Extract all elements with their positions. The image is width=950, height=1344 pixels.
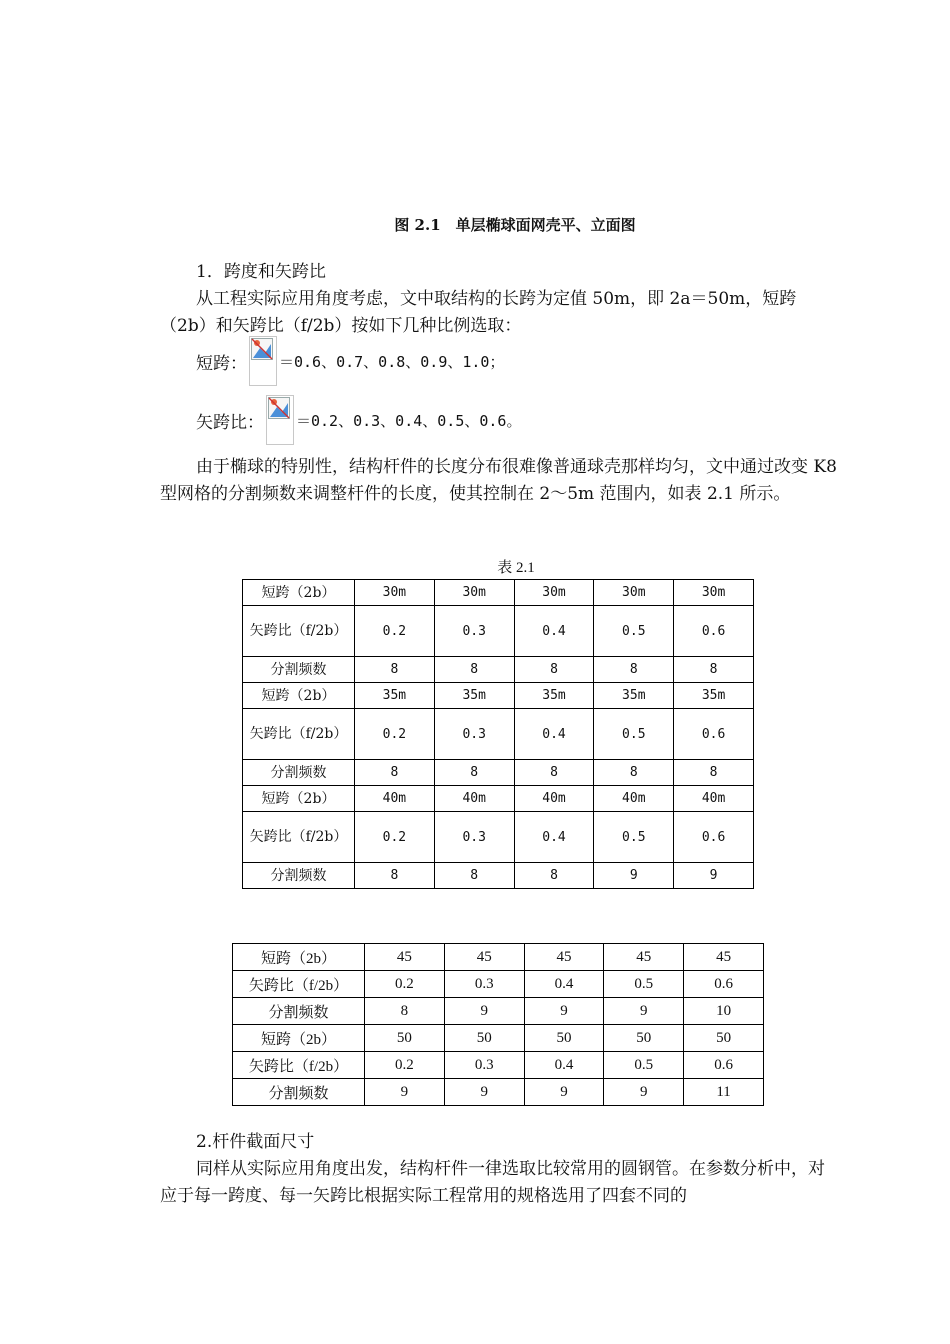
table-cell: 0.3 xyxy=(444,1052,524,1079)
table-row xyxy=(243,812,754,863)
table-cell: 45 xyxy=(684,944,764,971)
table-cell: 45 xyxy=(365,944,445,971)
row-label-cell: 短跨（2b） xyxy=(243,786,355,812)
table-cell: 40m xyxy=(594,786,674,812)
table1 xyxy=(242,579,754,889)
table-cell: 8 xyxy=(355,657,435,683)
table-cell: 0.4 xyxy=(514,812,594,863)
table2 xyxy=(232,943,764,1106)
table-row xyxy=(243,580,754,606)
table-cell: 30m xyxy=(594,580,674,606)
table-row xyxy=(233,944,764,971)
table-cell: 40m xyxy=(434,786,514,812)
table-cell: 10 xyxy=(684,998,764,1025)
table-cell: 8 xyxy=(355,863,435,889)
table-cell: 0.5 xyxy=(604,1052,684,1079)
table-cell: 50 xyxy=(365,1025,445,1052)
table-cell: 8 xyxy=(355,760,435,786)
rise-span-label: 矢跨比： xyxy=(196,412,264,433)
table-cell: 30m xyxy=(355,580,435,606)
table-row xyxy=(243,657,754,683)
section2-heading: 2.杆件截面尺寸 xyxy=(196,1132,315,1152)
table-cell: 8 xyxy=(594,760,674,786)
table-cell: 40m xyxy=(355,786,435,812)
table-cell: 9 xyxy=(604,998,684,1025)
table-cell: 0.2 xyxy=(355,709,435,760)
table-cell: 8 xyxy=(674,760,754,786)
table-cell: 8 xyxy=(514,657,594,683)
table-cell: 30m xyxy=(514,580,594,606)
row-label-cell: 短跨（2b） xyxy=(233,944,365,971)
table-row xyxy=(243,709,754,760)
table-cell: 0.5 xyxy=(604,971,684,998)
row-label-cell: 分割频数 xyxy=(243,863,355,889)
section1-paragraph: 从工程实际应用角度考虑，文中取结构的长跨为定值 50m，即 2a＝50m，短跨（2b）和矢跨比（f/2b）按如下几种比例选取： xyxy=(160,289,797,336)
table-cell: 8 xyxy=(674,657,754,683)
broken-image-icon xyxy=(249,336,277,386)
broken-image-icon xyxy=(266,395,294,445)
section1-heading: 1．跨度和矢跨比 xyxy=(196,262,326,282)
table-row xyxy=(233,1079,764,1106)
short-span-formula xyxy=(196,336,504,386)
table-cell: 35m xyxy=(594,683,674,709)
table-row xyxy=(243,786,754,812)
row-label-cell: 矢跨比（f/2b） xyxy=(233,971,365,998)
table-row xyxy=(233,971,764,998)
table-cell: 0.6 xyxy=(684,1052,764,1079)
table-cell: 0.3 xyxy=(434,812,514,863)
row-label-cell: 矢跨比（f/2b） xyxy=(233,1052,365,1079)
row-label-cell: 分割频数 xyxy=(243,657,355,683)
table-cell: 0.5 xyxy=(594,606,674,657)
table-cell: 50 xyxy=(604,1025,684,1052)
table-cell: 45 xyxy=(604,944,684,971)
table-cell: 0.4 xyxy=(524,1052,604,1079)
table-row xyxy=(233,1052,764,1079)
table-cell: 0.2 xyxy=(355,812,435,863)
table-cell: 0.6 xyxy=(674,709,754,760)
table-cell: 9 xyxy=(604,1079,684,1106)
rise-span-values: ＝0.2、0.3、0.4、0.5、0.6。 xyxy=(296,411,522,430)
table-cell: 8 xyxy=(514,863,594,889)
table-cell: 8 xyxy=(434,760,514,786)
section1-paragraph-2: 由于椭球的特别性，结构杆件的长度分布很难像普通球壳那样均匀，文中通过改变 K8 型网格的分割频数来调整杆件的长度，使其控制在 2～5m 范围内，如表 2.1 所示。 xyxy=(160,457,837,504)
row-label-cell: 矢跨比（f/2b） xyxy=(243,812,355,863)
table-cell: 35m xyxy=(514,683,594,709)
table-cell: 50 xyxy=(524,1025,604,1052)
table-cell: 0.4 xyxy=(514,709,594,760)
table-cell: 8 xyxy=(434,863,514,889)
table-cell: 40m xyxy=(674,786,754,812)
short-span-label: 短跨： xyxy=(196,353,247,374)
row-label-cell: 分割频数 xyxy=(243,760,355,786)
table-cell: 9 xyxy=(365,1079,445,1106)
table-cell: 8 xyxy=(594,657,674,683)
table-cell: 9 xyxy=(674,863,754,889)
table-row xyxy=(243,683,754,709)
table-cell: 9 xyxy=(524,998,604,1025)
table-cell: 9 xyxy=(524,1079,604,1106)
table-cell: 45 xyxy=(524,944,604,971)
table-cell: 9 xyxy=(444,1079,524,1106)
short-span-values: ＝0.6、0.7、0.8、0.9、1.0； xyxy=(279,352,505,371)
table-cell: 8 xyxy=(365,998,445,1025)
table-cell: 50 xyxy=(684,1025,764,1052)
table-cell: 45 xyxy=(444,944,524,971)
row-label-cell: 短跨（2b） xyxy=(243,580,355,606)
table-cell: 0.2 xyxy=(365,1052,445,1079)
table-cell: 11 xyxy=(684,1079,764,1106)
row-label-cell: 短跨（2b） xyxy=(233,1025,365,1052)
table-cell: 8 xyxy=(434,657,514,683)
table-cell: 9 xyxy=(594,863,674,889)
table-cell: 40m xyxy=(514,786,594,812)
row-label-cell: 分割频数 xyxy=(233,1079,365,1106)
table-row xyxy=(243,863,754,889)
table-cell: 0.6 xyxy=(674,606,754,657)
table-cell: 35m xyxy=(434,683,514,709)
row-label-cell: 短跨（2b） xyxy=(243,683,355,709)
table-row xyxy=(233,1025,764,1052)
table-cell: 0.5 xyxy=(594,709,674,760)
table-row xyxy=(243,760,754,786)
row-label-cell: 矢跨比（f/2b） xyxy=(243,606,355,657)
rise-span-formula xyxy=(196,395,521,445)
table-row xyxy=(243,606,754,657)
table-cell: 0.4 xyxy=(514,606,594,657)
table-cell: 30m xyxy=(434,580,514,606)
table-cell: 0.6 xyxy=(684,971,764,998)
section2-paragraph: 同样从实际应用角度出发，结构杆件一律选取比较常用的圆钢管。在参数分析中，对应于每一跨度、每一矢跨比根据实际工程常用的规格选用了四套不同的 xyxy=(160,1159,825,1206)
table-cell: 0.2 xyxy=(365,971,445,998)
table-cell: 0.4 xyxy=(524,971,604,998)
table-cell: 0.5 xyxy=(594,812,674,863)
table1-caption: 表 2.1 xyxy=(497,560,535,576)
table-cell: 0.2 xyxy=(355,606,435,657)
table-cell: 9 xyxy=(444,998,524,1025)
row-label-cell: 矢跨比（f/2b） xyxy=(243,709,355,760)
table-cell: 0.3 xyxy=(434,709,514,760)
table-cell: 30m xyxy=(674,580,754,606)
table-cell: 0.6 xyxy=(674,812,754,863)
row-label-cell: 分割频数 xyxy=(233,998,365,1025)
figure-caption: 图 2.1 单层椭球面网壳平、立面图 xyxy=(394,216,636,234)
table-cell: 35m xyxy=(674,683,754,709)
table-cell: 35m xyxy=(355,683,435,709)
table-cell: 50 xyxy=(444,1025,524,1052)
table-cell: 0.3 xyxy=(444,971,524,998)
table-row xyxy=(233,998,764,1025)
table-cell: 8 xyxy=(514,760,594,786)
table-cell: 0.3 xyxy=(434,606,514,657)
